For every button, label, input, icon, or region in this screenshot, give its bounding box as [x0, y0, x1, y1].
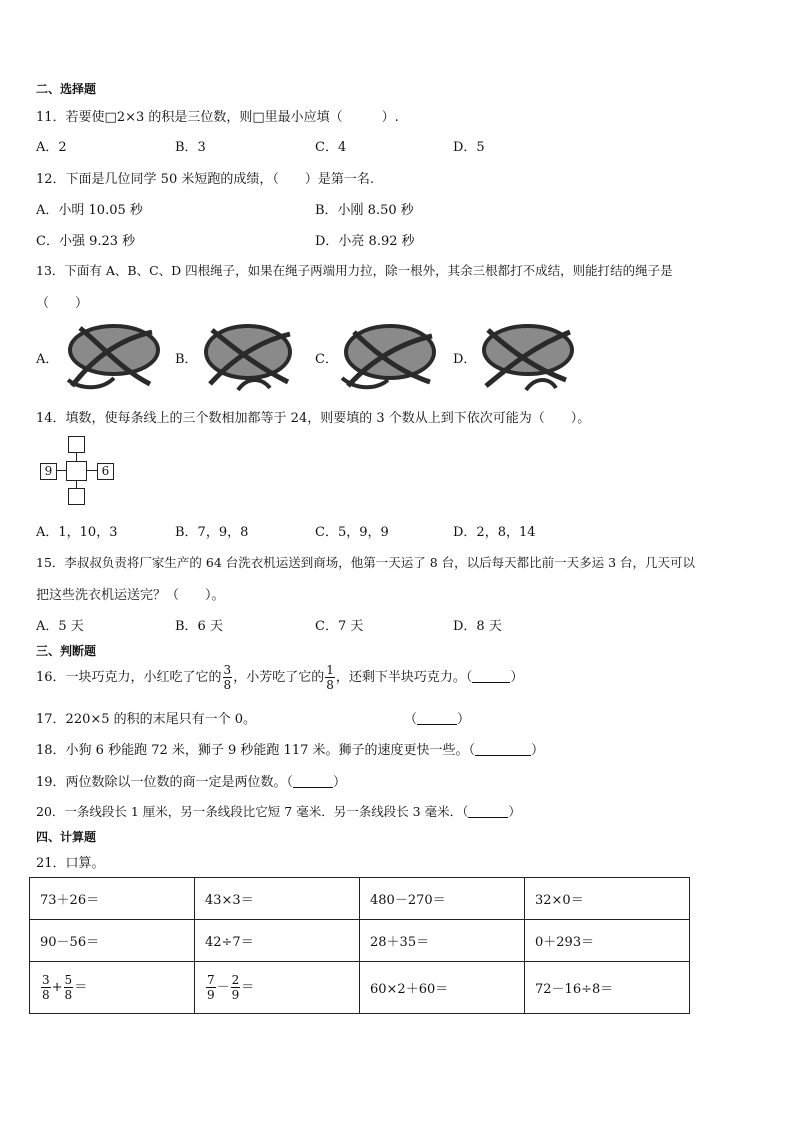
- q14-stem: 14．填数，使每条线上的三个数相加都等于 24，则要填的 3 个数从上到下依次可能为（ ）。: [36, 411, 591, 426]
- q12-option-b: B．小刚 8.50 秒: [315, 203, 414, 218]
- q19-stem: 19．两位数除以一位数的商一定是两位数。（: [36, 775, 294, 790]
- fraction: [206, 974, 216, 1001]
- q15-option-c: C．7 天: [315, 619, 364, 634]
- q17-stem: 17．220×5 的积的末尾只有一个 0。: [36, 712, 257, 727]
- q17-answer-blank[interactable]: [417, 712, 457, 725]
- q17-close-paren: ）: [457, 712, 471, 727]
- q19-line: [36, 771, 346, 790]
- q16-f2-num: 1: [326, 663, 334, 677]
- fraction: [41, 974, 51, 1001]
- calc-cell[interactable]: 43×3＝: [195, 878, 360, 920]
- equals-sign: ＝: [74, 980, 88, 995]
- q11-option-a: A．2: [36, 140, 67, 155]
- q15-option-a: A．5 天: [36, 619, 84, 634]
- q16-f1-den: 8: [223, 678, 232, 692]
- calc-cell[interactable]: 32×0＝: [525, 878, 690, 920]
- equals-sign: ＝: [241, 980, 255, 995]
- calc-cell-fraction-diff[interactable]: [195, 962, 360, 1014]
- q20-stem: 20．一条线段长 1 厘米，另一条线段比它短 7 毫米．另一条线段长 3 毫米．（: [36, 804, 469, 819]
- q15-option-b: B．6 天: [175, 619, 223, 634]
- q11-option-c: C．4: [315, 140, 347, 155]
- q16-line: [36, 660, 523, 696]
- q20-answer-blank[interactable]: [468, 805, 508, 818]
- q15-stem-cont: 把这些洗衣机运送完？（ ）。: [36, 588, 225, 603]
- q11-stem: 11．若要使□2×3 的积是三位数，则□里最小应填（ ）.: [36, 110, 399, 125]
- fraction-den: 8: [64, 988, 73, 1002]
- q20-line: [36, 802, 521, 820]
- calc-cell-fraction-sum[interactable]: [30, 962, 195, 1014]
- table-row: [30, 920, 690, 962]
- q11-option-b: B．3: [175, 140, 206, 155]
- table-row: [30, 962, 690, 1014]
- fraction-num: 7: [207, 973, 215, 987]
- calc-cell[interactable]: 73＋26＝: [30, 878, 195, 920]
- calc-cell[interactable]: 0＋293＝: [525, 920, 690, 962]
- q12-option-d: D．小亮 8.92 秒: [315, 234, 415, 249]
- q14-left-box: 9: [40, 463, 57, 480]
- q16-fraction-3-8: [223, 664, 233, 691]
- q13-option-a: A．: [36, 352, 59, 367]
- q18-stem: 18．小狗 6 秒能跑 72 米，狮子 9 秒能跑 117 米。狮子的速度更快一些。（: [36, 743, 475, 758]
- q21-stem: 21．口算。: [36, 856, 105, 871]
- q14-option-b: B．7，9，8: [175, 525, 249, 540]
- q12-stem: 12．下面是几位同学 50 米短跑的成绩，（ ）是第一名.: [36, 172, 374, 187]
- fraction: [64, 974, 74, 1001]
- calc-cell[interactable]: 28＋35＝: [360, 920, 525, 962]
- calc-cell[interactable]: 42÷7＝: [195, 920, 360, 962]
- rope-c-icon: [338, 320, 438, 392]
- q17-answer: [404, 708, 470, 727]
- q16-f1-num: 3: [223, 663, 232, 677]
- q16-text-1: 16．一块巧克力，小红吃了它的: [36, 670, 222, 685]
- q14-option-d: D．2，8，14: [453, 525, 536, 540]
- q21-calc-table: [29, 877, 690, 1014]
- q16-answer-blank[interactable]: [472, 670, 510, 683]
- section-title-choice: 二、选择题: [36, 82, 97, 96]
- q16-text-2: ，小芳吃了它的: [233, 670, 325, 685]
- q14-center-box[interactable]: [66, 461, 87, 481]
- calc-cell[interactable]: 480－270＝: [360, 878, 525, 920]
- q13-option-b: B．: [175, 352, 198, 367]
- q16-text-3: ，还剩下半块巧克力。（: [335, 670, 473, 685]
- q13-stem: 13．下面有 A、B、C、D 四根绳子，如果在绳子两端用力拉，除一根外，其余三根都打不成结，则能打结的绳子是: [36, 263, 673, 278]
- q14-bottom-box[interactable]: [68, 488, 85, 505]
- q17-open-paren: （: [404, 712, 418, 727]
- fraction-den: 9: [231, 988, 240, 1002]
- q20-close-paren: ）: [508, 804, 521, 819]
- q13-option-c: C．: [315, 352, 338, 367]
- fraction-den: 8: [42, 988, 50, 1002]
- q14-right-box: 6: [97, 463, 114, 480]
- operator: +: [51, 980, 63, 995]
- section-title-calc: 四、计算题: [36, 830, 97, 844]
- table-row: [30, 878, 690, 920]
- q14-cross-figure: [40, 436, 114, 506]
- q13-option-d: D．: [453, 352, 477, 367]
- fraction: [231, 974, 241, 1001]
- q16-text-4: ）: [510, 670, 524, 685]
- q12-option-a: A．小明 10.05 秒: [36, 203, 143, 218]
- fraction-num: 5: [64, 973, 73, 987]
- q18-line: [36, 739, 544, 758]
- q18-answer-blank[interactable]: [475, 743, 531, 756]
- rope-a-icon: [62, 320, 162, 392]
- q11-option-d: D．5: [453, 140, 485, 155]
- fraction-num: 3: [42, 973, 50, 987]
- q14-top-box[interactable]: [68, 436, 85, 453]
- q13-stem-blank: （ ）: [36, 296, 89, 311]
- q14-option-c: C．5，9，9: [315, 525, 389, 540]
- rope-d-icon: [476, 320, 576, 392]
- calc-cell[interactable]: 60×2＋60＝: [360, 962, 525, 1014]
- fraction-num: 2: [231, 973, 240, 987]
- q19-close-paren: ）: [333, 775, 347, 790]
- q15-option-d: D．8 天: [453, 619, 502, 634]
- q12-option-c: C．小强 9.23 秒: [36, 234, 136, 249]
- fraction-den: 9: [207, 988, 215, 1002]
- q18-close-paren: ）: [531, 743, 545, 758]
- q15-stem: 15．李叔叔负责将厂家生产的 64 台洗衣机运送到商场，他第一天运了 8 台，以后每天都比前一天多运 3 台，几天可以: [36, 555, 696, 570]
- section-title-judge: 三、判断题: [36, 644, 97, 658]
- q16-f2-den: 8: [326, 678, 334, 692]
- calc-cell[interactable]: 90－56＝: [30, 920, 195, 962]
- q14-option-a: A．1，10，3: [36, 525, 118, 540]
- rope-b-icon: [198, 320, 298, 392]
- q19-answer-blank[interactable]: [293, 775, 333, 788]
- q16-fraction-1-8: [325, 664, 335, 691]
- calc-cell[interactable]: 72－16÷8＝: [525, 962, 690, 1014]
- operator: －: [216, 980, 230, 995]
